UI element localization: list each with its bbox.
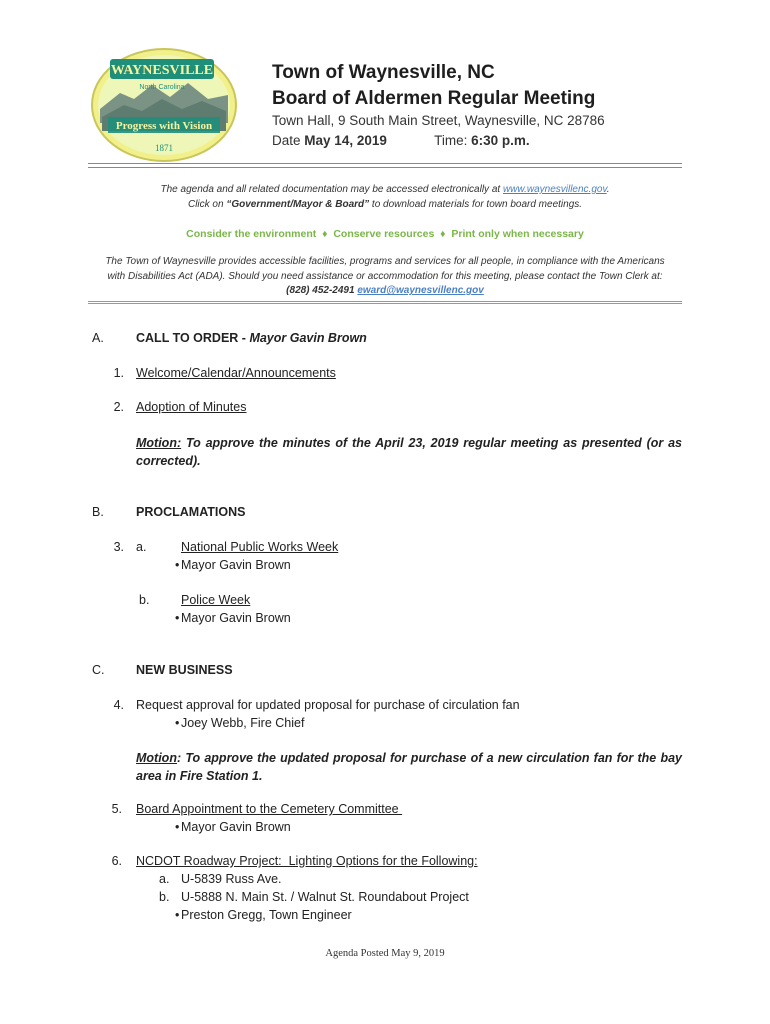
item-6a-text: U-5839 Russ Ave. — [181, 872, 282, 886]
notice-text: The agenda and all related documentation may be accessed electronically at — [160, 184, 503, 195]
logo-state: North Carolina — [139, 84, 185, 91]
item-3a-letter: a. — [136, 540, 147, 554]
item-6-title: NCDOT Roadway Project: Lighting Options for the Following: — [136, 854, 478, 868]
item-5-number: 5. — [111, 802, 122, 816]
access-notice — [88, 183, 682, 212]
item-4-title: Request approval for updated proposal for purchase of circulation fan — [136, 698, 520, 712]
logo-slogan: Progress with Vision — [115, 120, 213, 132]
item-2-title: Adoption of Minutes — [136, 400, 247, 414]
item-3b-letter: b. — [139, 593, 150, 607]
env-item-3: Print only when necessary — [451, 228, 584, 240]
item-6b-letter: b. — [159, 890, 170, 904]
section-a-title — [136, 331, 367, 345]
item-6-number: 6. — [111, 854, 122, 868]
env-item-1: Consider the environment — [186, 228, 317, 240]
clerk-phone: (828) 452-2491 — [286, 285, 355, 296]
item-4-number: 4. — [113, 698, 124, 712]
diamond-icon: ♦ — [437, 228, 449, 240]
town-seal-graphic — [90, 47, 238, 163]
section-a-heading: CALL TO ORDER - — [136, 331, 250, 345]
website-link[interactable]: www.waynesvillenc.gov — [502, 184, 607, 195]
item-6a-letter: a. — [159, 872, 170, 886]
date-value: May 14, 2019 — [304, 133, 387, 148]
item-1-title: Welcome/Calendar/Announcements — [136, 366, 336, 380]
motion-text: To approve the minutes of the April 23, 2019 regular meeting as presented (or as corrected). — [136, 436, 682, 468]
ada-notice — [88, 255, 682, 299]
meeting-address: Town Hall, 9 South Main Street, Waynesville, NC 28786 — [272, 113, 605, 128]
motion-label: Motion: — [136, 436, 182, 450]
item-1-number: 1. — [113, 366, 124, 380]
section-c-title: NEW BUSINESS — [136, 663, 233, 677]
section-a-letter: A. — [92, 331, 104, 345]
section-c-letter: C. — [92, 663, 105, 677]
motion-label-2: Motion — [136, 751, 177, 765]
item-3b-title: Police Week — [181, 593, 251, 607]
motion-circulation-fan — [136, 749, 682, 785]
notice-divider — [88, 301, 682, 304]
town-logo — [90, 47, 238, 163]
logo-town-name: WAYNESVILLE — [110, 63, 214, 78]
section-b-title: PROCLAMATIONS — [136, 505, 246, 519]
item-4-presenter: • Joey Webb, Fire Chief — [181, 716, 304, 730]
item-5-presenter: • Mayor Gavin Brown — [181, 820, 291, 834]
clerk-email-link[interactable]: eward@waynesvillenc.gov — [357, 285, 484, 296]
posted-date-footer: Agenda Posted May 9, 2019 — [325, 948, 445, 959]
time-label: Time: — [434, 133, 468, 148]
section-a-person: Mayor Gavin Brown — [249, 331, 367, 345]
item-5-title: Board Appointment to the Cemetery Committee — [136, 802, 403, 816]
date-label: Date — [272, 133, 301, 148]
time-value: 6:30 p.m. — [471, 133, 530, 148]
environment-notice — [88, 228, 682, 240]
env-item-2: Conserve resources — [333, 228, 435, 240]
diamond-icon: ♦ — [319, 228, 331, 240]
item-6-presenter: • Preston Gregg, Town Engineer — [181, 908, 352, 922]
item-6b-text: U-5888 N. Main St. / Walnut St. Roundabout Project — [181, 890, 469, 904]
section-b-letter: B. — [92, 505, 104, 519]
item-2-number: 2. — [113, 400, 124, 414]
notice-period: . — [606, 184, 610, 195]
header-divider — [88, 163, 682, 168]
motion-text-2: : To approve the updated proposal for purchase of a new circulation fan for the bay area in Fire Station 1. — [136, 751, 682, 783]
motion-minutes — [136, 434, 682, 470]
ada-text-1: The Town of Waynesville provides accessible facilities, programs and services for all people, in compliance with the Americans — [105, 256, 665, 267]
notice-bold: “Government/Mayor & Board” — [226, 198, 370, 210]
item-3-number: 3. — [113, 540, 124, 554]
logo-year: 1871 — [155, 143, 173, 153]
item-3a-title: National Public Works Week — [181, 540, 339, 554]
meeting-date-time — [272, 133, 530, 148]
notice-text-3: to download materials for town board meetings. — [369, 198, 583, 210]
item-3b-presenter: • Mayor Gavin Brown — [181, 611, 291, 625]
meeting-title: Board of Aldermen Regular Meeting — [272, 88, 596, 109]
page-title: Town of Waynesville, NC — [272, 62, 495, 83]
ada-text-2: with Disabilities Act (ADA). Should you need assistance or accommodation for this meeting, please contact the Town Clerk at: — [107, 270, 663, 282]
notice-text-2: Click on — [187, 198, 227, 210]
item-3a-presenter: • Mayor Gavin Brown — [181, 558, 291, 572]
